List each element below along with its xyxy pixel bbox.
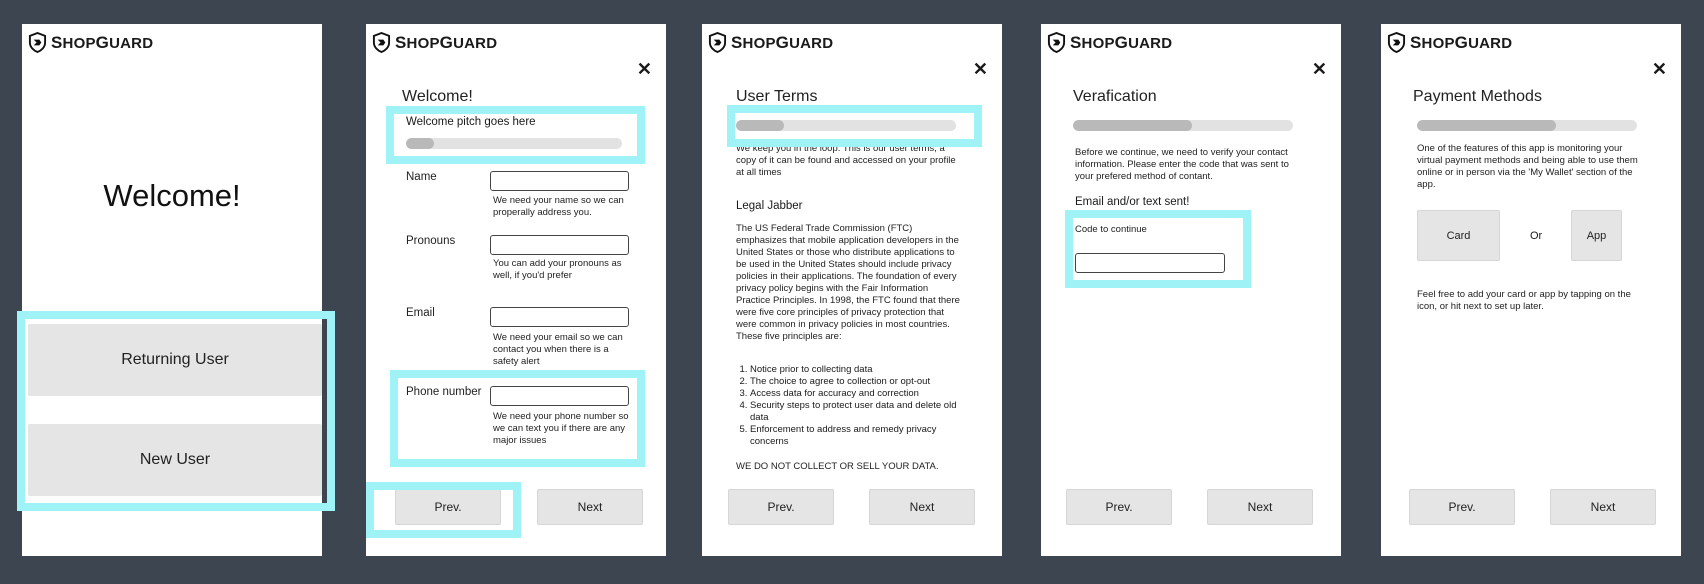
pronouns-field[interactable] <box>490 235 629 255</box>
shield-logo-icon <box>372 32 391 53</box>
highlight-start-buttons <box>17 311 335 511</box>
card-button[interactable]: Card <box>1417 210 1500 261</box>
or-label: Or <box>1530 230 1543 242</box>
payment-text: One of the features of this app is monitoring your virtual payment methods and being able to use them online or in person via the 'My Wallet' section of the app. <box>1417 143 1638 190</box>
logo-text: SHOPGUARD <box>1410 32 1513 52</box>
sent-notice: Email and/or text sent! <box>1075 196 1190 208</box>
app-button[interactable]: App <box>1571 210 1622 261</box>
shield-logo-icon <box>708 32 727 53</box>
next-button[interactable]: Next <box>869 489 975 525</box>
shield-logo-icon <box>1047 32 1066 53</box>
list-item: 2. The choice to agree to collection or opt-out <box>750 376 976 388</box>
logo <box>708 32 833 53</box>
page-title: Welcome! <box>402 88 473 105</box>
page-title: User Terms <box>736 88 818 105</box>
shield-logo-icon <box>1387 32 1406 53</box>
close-icon[interactable]: ✕ <box>636 59 652 79</box>
page-title: Verafication <box>1073 88 1157 105</box>
logo-text: SHOPGUARD <box>1070 32 1173 52</box>
email-label: Email <box>406 307 435 319</box>
welcome-heading: Welcome! <box>103 178 241 213</box>
name-help: We need your name so we can properally address you. <box>493 195 624 218</box>
logo-text: SHOPGUARD <box>395 32 498 52</box>
screen-payment-methods <box>1381 24 1681 556</box>
code-label: Code to continue <box>1075 224 1147 235</box>
email-help: We need your email so we can contact you when there is a safety alert <box>493 332 623 367</box>
progress-fill <box>1073 120 1192 131</box>
next-button[interactable]: Next <box>1550 489 1656 525</box>
highlight-welcome-pitch <box>386 106 645 164</box>
terms-footer: WE DO NOT COLLECT OR SELL YOUR DATA. <box>736 461 939 472</box>
progress-bar <box>1417 120 1637 131</box>
payment-note: Feel free to add your card or app by tapping on the icon, or hit next to set up later. <box>1417 289 1631 312</box>
phone-label: Phone number <box>406 386 482 398</box>
phone-help: We need your phone number so we can text you if there are any major issues <box>493 411 629 446</box>
prev-button[interactable]: Prev. <box>728 489 834 525</box>
progress-bar <box>1073 120 1293 131</box>
list-item: 1. Notice prior to collecting data <box>750 364 976 376</box>
list-item: 3. Access data for accuracy and correction <box>750 388 976 400</box>
next-button[interactable]: Next <box>537 489 643 525</box>
highlight-terms-progress <box>727 105 982 147</box>
logo-text: SHOPGUARD <box>731 32 834 52</box>
list-item: 5. Enforcement to address and remedy privacy concerns <box>750 424 976 448</box>
close-icon[interactable]: ✕ <box>1651 59 1667 79</box>
prev-button[interactable]: Prev. <box>1066 489 1172 525</box>
terms-body: The US Federal Trade Commission (FTC) emphasizes that mobile application developers in the United States or those who distribute applications to be used in the United States should include privacy policies in their applications. The foundation of every privacy policy begins with the Fair Information Practice Principles. In 1998, the FTC found that there were five core principles of privacy protection that were common in privacy policies in most countries. These five principles are: <box>736 223 960 342</box>
shield-logo-icon <box>28 32 47 53</box>
logo <box>372 32 497 53</box>
logo-text: SHOPGUARD <box>51 32 154 52</box>
logo <box>1047 32 1172 53</box>
screen-verification <box>1041 24 1341 556</box>
progress-fill <box>1417 120 1556 131</box>
pronouns-label: Pronouns <box>406 235 456 247</box>
prev-button[interactable]: Prev. <box>395 489 501 525</box>
legal-subheading: Legal Jabber <box>736 200 803 212</box>
next-button[interactable]: Next <box>1207 489 1313 525</box>
name-label: Name <box>406 171 437 183</box>
principles-list <box>736 364 976 448</box>
welcome-pitch: Welcome pitch goes here <box>406 116 536 128</box>
screen-user-terms <box>702 24 1002 556</box>
email-field[interactable] <box>490 307 629 327</box>
highlight-code-input <box>1065 210 1251 288</box>
screen-welcome-form <box>366 24 666 556</box>
logo <box>1387 32 1512 53</box>
close-icon[interactable]: ✕ <box>1311 59 1327 79</box>
page-title: Payment Methods <box>1413 88 1542 105</box>
name-field[interactable] <box>490 171 629 191</box>
verification-text: Before we continue, we need to verify your contact information. Please enter the code that was sent to your prefered method of contant. <box>1075 147 1289 182</box>
new-user-button[interactable]: New User <box>28 424 322 496</box>
returning-user-button[interactable]: Returning User <box>28 324 322 396</box>
highlight-prev-button <box>366 482 521 538</box>
close-icon[interactable]: ✕ <box>972 59 988 79</box>
list-item: 4. Security steps to protect user data and delete old data <box>750 400 976 424</box>
terms-intro: We keep you in the loop. This is our user terms, a copy of it can be found and accessed on your profile at all times <box>736 143 956 178</box>
pronouns-help: You can add your pronouns as well, if you'd prefer <box>493 258 622 281</box>
logo <box>28 32 153 53</box>
prev-button[interactable]: Prev. <box>1409 489 1515 525</box>
highlight-phone-field <box>390 370 645 467</box>
